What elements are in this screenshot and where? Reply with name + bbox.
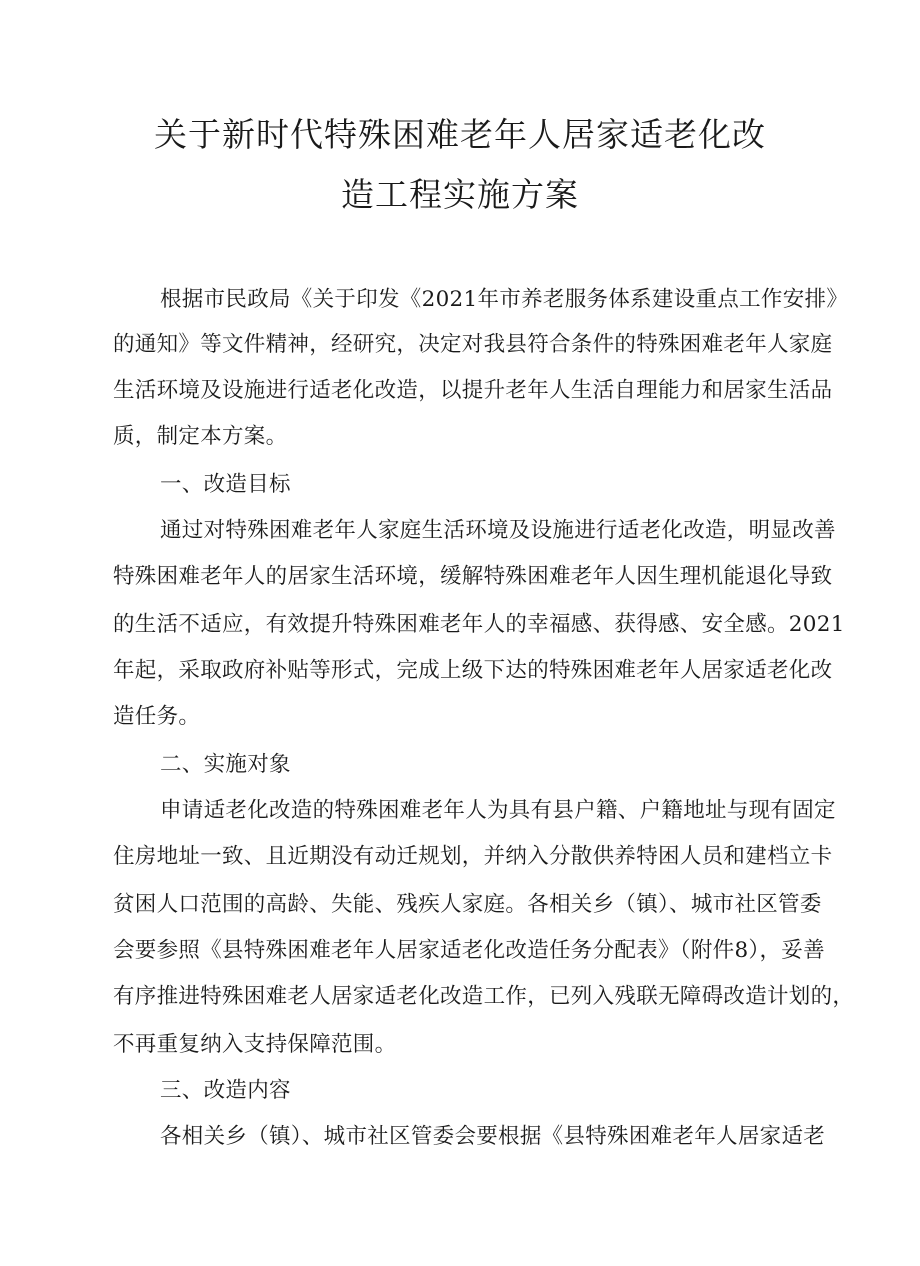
- paragraph-line: 各相关乡（镇）、城市社区管委会要根据《县特殊困难老年人居家适老: [160, 1124, 826, 1149]
- paragraph-line: 不再重复纳入支持保障范围。: [113, 1032, 397, 1057]
- section-heading: 三、改造内容: [160, 1078, 291, 1103]
- paragraph-line: 特殊困难老年人的居家生活环境，缓解特殊困难老年人因生理机能退化导致: [113, 564, 833, 589]
- paragraph-line: 的生活不适应，有效提升特殊困难老年人的幸福感、获得感、安全感。2021: [113, 612, 845, 637]
- section-heading: 一、改造目标: [160, 472, 291, 497]
- paragraph-line: 申请适老化改造的特殊困难老年人为具有县户籍、户籍地址与现有固定: [160, 798, 836, 823]
- paragraph-line: 住房地址一致、且近期没有动迁规划，并纳入分散供养特困人员和建档立卡: [113, 844, 833, 869]
- section-heading: 二、实施对象: [160, 752, 291, 777]
- document-title-line-1: 关于新时代特殊困难老年人居家适老化改: [154, 115, 766, 154]
- document-title-line-2: 造工程实施方案: [341, 175, 579, 214]
- paragraph-line: 根据市民政局《关于印发《2021年市养老服务体系建设重点工作安排》: [160, 287, 849, 312]
- paragraph-line: 贫困人口范围的高龄、失能、残疾人家庭。各相关乡（镇）、城市社区管委: [113, 892, 822, 917]
- paragraph-line: 有序推进特殊困难老人居家适老化改造工作，已列入残联无障碍改造计划的，: [113, 984, 855, 1009]
- paragraph-line: 通过对特殊困难老年人家庭生活环境及设施进行适老化改造，明显改善: [160, 518, 836, 543]
- paragraph-line: 生活环境及设施进行适老化改造，以提升老年人生活自理能力和居家生活品: [113, 378, 833, 403]
- paragraph-line: 年起，采取政府补贴等形式，完成上级下达的特殊困难老年人居家适老化改: [113, 658, 833, 683]
- paragraph-line: 的通知》等文件精神，经研究，决定对我县符合条件的特殊困难老年人家庭: [113, 332, 833, 357]
- paragraph-line: 造任务。: [113, 704, 201, 729]
- paragraph-line: 质，制定本方案。: [113, 424, 288, 449]
- paragraph-line: 会要参照《县特殊困难老年人居家适老化改造任务分配表》（附件8），妥善: [113, 938, 825, 963]
